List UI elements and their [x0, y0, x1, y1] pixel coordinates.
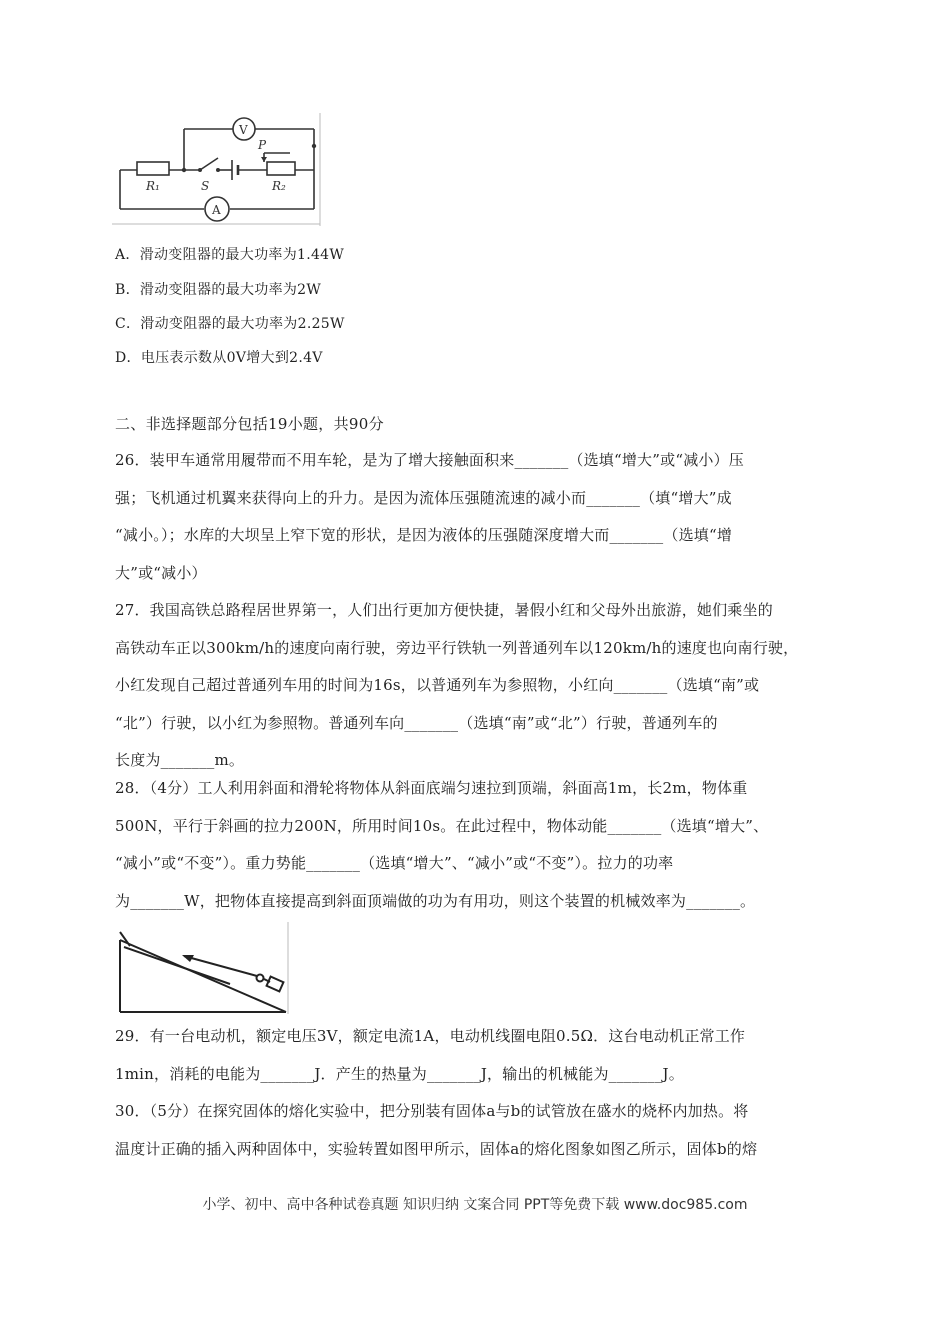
r1-label: R₁	[146, 179, 160, 193]
question-27-line: 长度为_______m。	[115, 751, 245, 769]
question-30-line: 温度计正确的插入两种固体中，实验转置如图甲所示，固体a的熔化图象如图乙所示，固体b的熔	[115, 1139, 758, 1158]
slider-label: P	[258, 138, 267, 152]
question-26	[115, 442, 840, 592]
question-30	[115, 1093, 840, 1168]
footer-text: 小学、初中、高中各种试卷真题 知识归纳 文案合同 PPT等免费下载 www.doc985.com	[202, 1197, 748, 1213]
question-26-line: “减小。）；水库的大坝呈上窄下宽的形状，是因为液体的压强随深度增大而_______（选填“增	[115, 526, 733, 544]
question-28-line: “减小”或“不变”）。重力势能_______（选填“增大”、“减小”或“不变”）。拉力的功率	[115, 854, 674, 872]
question-30-line: 30．（5分）在探究固体的熔化实验中，把分别装有固体a与b的试管放在盛水的烧杯内加热。将	[115, 1102, 749, 1120]
voltmeter-label: V	[239, 123, 248, 137]
question-27-line: 高铁动车正以300km/h的速度向南行驶，旁边平行铁轨一列普通列车以120km/h的速度也向南行驶，	[115, 638, 799, 657]
incline-diagram	[112, 922, 292, 1014]
question-29	[115, 1018, 840, 1093]
option-c: C．滑动变阻器的最大功率为2.25W	[115, 316, 345, 332]
question-28-line: 为_______W，把物体直接提高到斜面顶端做的功为有用功，则这个装置的机械效率为_______。	[115, 891, 756, 910]
question-27-line: 27．我国高铁总路程居世界第一，人们出行更加方便快捷，暑假小红和父母外出旅游，她们乘坐的	[115, 601, 773, 619]
ammeter-label: A	[212, 203, 221, 217]
option-b: B．滑动变阻器的最大功率为2W	[115, 282, 322, 298]
question-29-line: 29．有一台电动机，额定电压3V，额定电流1A，电动机线圈电阻0.5Ω．这台电动机正常工作	[115, 1027, 746, 1045]
question-28-line: 500N，平行于斜画的拉力200N，所用时间10s。在此过程中，物体动能_______（选填“增大”、	[115, 816, 769, 835]
question-26-line: 大”或“减小）	[115, 563, 207, 582]
question-28-line: 28．（4分）工人利用斜面和滑轮将物体从斜面底端匀速拉到顶端，斜面高1m，长2m，物体重	[115, 779, 748, 797]
switch-label: S	[201, 179, 210, 193]
question-26-line: 26．装甲车通常用履带而不用车轮，是为了增大接触面积来_______（选填“增大”或“减小）压	[115, 451, 744, 469]
question-27-line: 小红发现自己超过普通列车用的时间为16s，以普通列车为参照物，小红向_______（选填“南”或	[115, 676, 760, 694]
question-28	[115, 770, 840, 920]
question-27-line: “北”）行驶，以小红为参照物。普通列车向_______（选填“南”或“北”）行驶，普通列车的	[115, 713, 718, 732]
section-title: 二、非选择题部分包括19小题，共90分	[115, 415, 384, 433]
question-29-line: 1min，消耗的电能为_______J．产生的热量为_______J，输出的机械能为_______J。	[115, 1064, 684, 1083]
circuit-diagram	[112, 113, 324, 226]
option-d: D．电压表示数从0V增大到2.4V	[115, 350, 323, 366]
option-a: A．滑动变阻器的最大功率为1.44W	[115, 247, 345, 263]
question-26-line: 强；飞机通过机翼来获得向上的升力。是因为流体压强随流速的减小而_______（填“增大”成	[115, 488, 732, 507]
r2-label: R₂	[272, 179, 286, 193]
question-27	[115, 592, 840, 780]
